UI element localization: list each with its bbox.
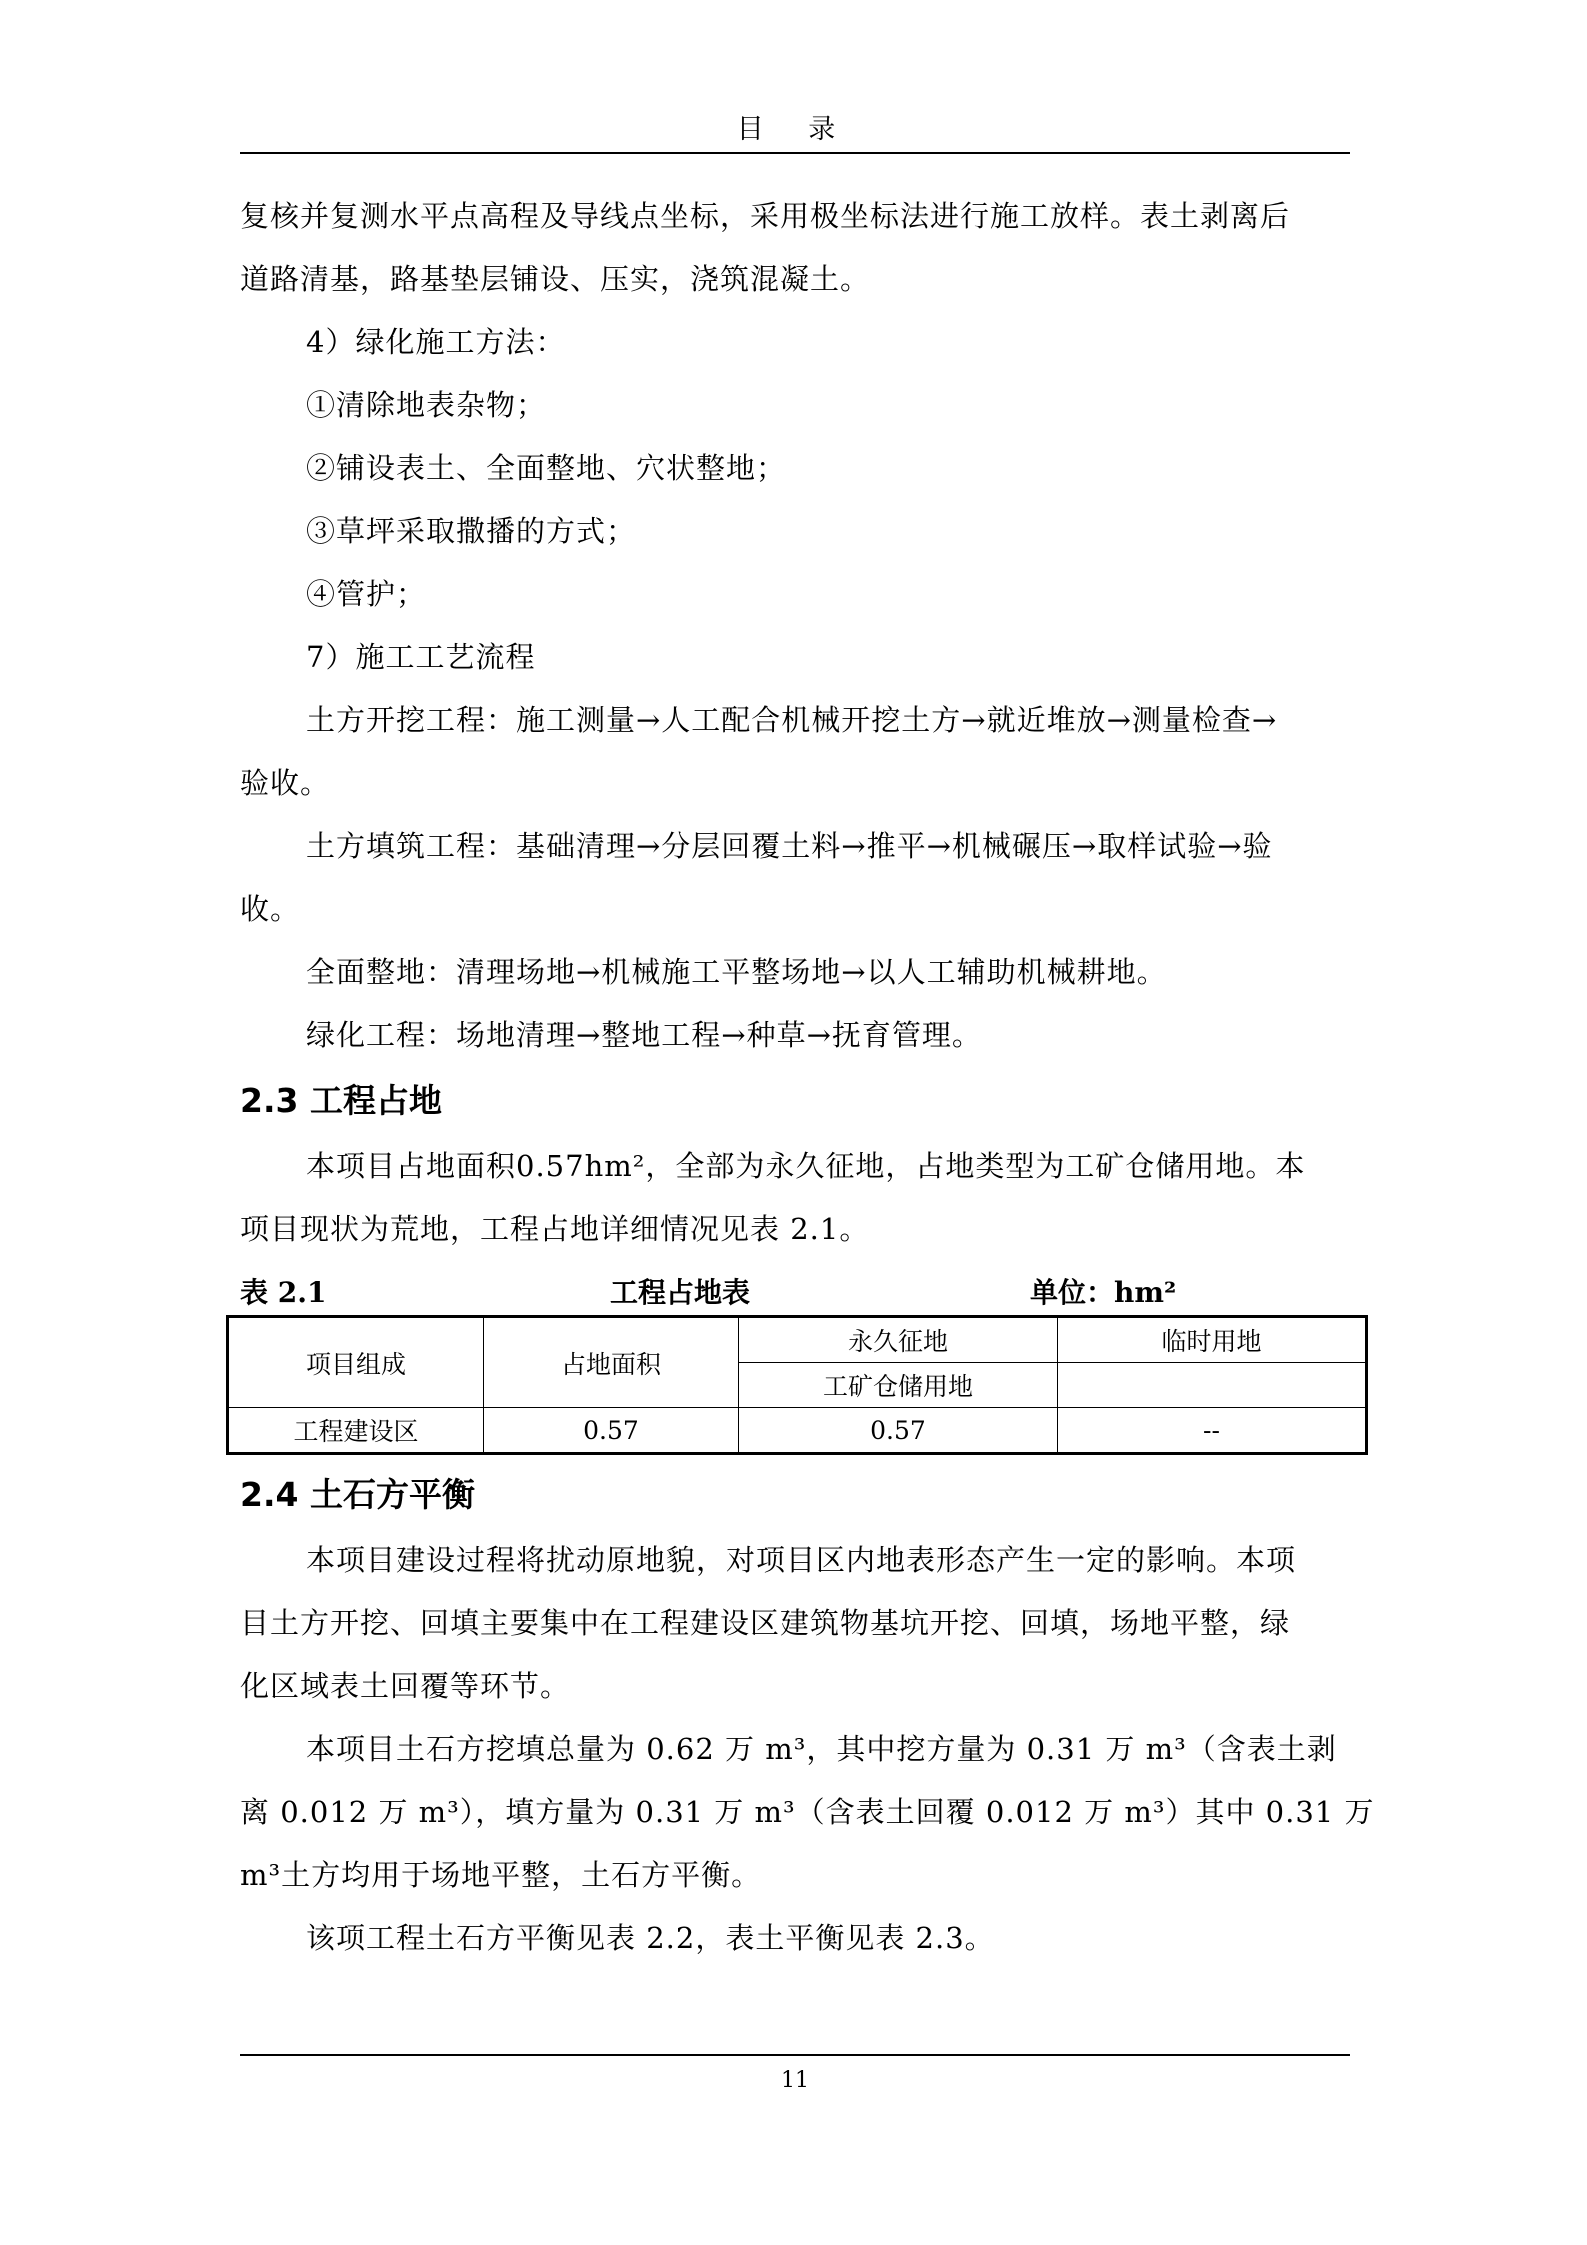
text-line: ③草坪采取撒播的方式； (306, 514, 637, 548)
table-label: 表 2.1 (240, 1276, 327, 1309)
cell-name: 工程建设区 (228, 1408, 484, 1454)
text-line: 化区域表土回覆等环节。 (240, 1669, 571, 1703)
cell-temporary: -- (1058, 1408, 1367, 1454)
page-header (240, 108, 1350, 154)
text-line: 复核并复测水平点高程及导线点坐标，采用极坐标法进行施工放样。表土剥离后 (240, 199, 1291, 233)
header-industrial: 工矿仓储用地 (739, 1363, 1058, 1408)
text-line: 绿化工程：场地清理→整地工程→种草→抚育管理。 (306, 1018, 982, 1052)
table-unit: 单位：hm² (1030, 1276, 1177, 1309)
text-line: 离 0.012 万 m³），填方量为 0.31 万 m³（含表土回覆 0.012 万 m³）其中 0.31 万 (240, 1795, 1375, 1829)
header-area: 占地面积 (484, 1317, 739, 1408)
land-occupation-table (226, 1315, 1368, 1455)
table-caption (240, 1271, 1350, 1315)
text-line: 土方开挖工程：施工测量→人工配合机械开挖土方→就近堆放→测量检查→ (306, 703, 1278, 737)
text-line: 4）绿化施工方法： (306, 325, 566, 359)
text-line: m³土方均用于场地平整，土石方平衡。 (240, 1858, 762, 1892)
cell-area: 0.57 (484, 1408, 739, 1454)
page-number: 11 (781, 2068, 809, 2093)
header-temporary: 临时用地 (1058, 1317, 1367, 1363)
document-body (240, 185, 1375, 1970)
text-line: 道路清基，路基垫层铺设、压实，浇筑混凝土。 (240, 262, 871, 296)
header-item: 项目组成 (228, 1317, 484, 1408)
intro-paragraphs (240, 185, 1350, 1067)
table-row (228, 1408, 1367, 1454)
text-line: 验收。 (240, 766, 331, 800)
text-line: 目土方开挖、回填主要集中在工程建设区建筑物基坑开挖、回填，场地平整，绿 (240, 1606, 1291, 1640)
text-line: ①清除地表杂物； (306, 388, 547, 422)
page-footer (240, 2054, 1350, 2093)
text-line: 本项目土石方挖填总量为 0.62 万 m³，其中挖方量为 0.31 万 m³（含表土剥 (306, 1732, 1337, 1766)
text-line: 收。 (240, 892, 301, 926)
text-line: 本项目占地面积0.57hm²，全部为永久征地，占地类型为工矿仓储用地。本 (306, 1149, 1306, 1183)
text-line: 全面整地：清理场地→机械施工平整场地→以人工辅助机械耕地。 (306, 955, 1167, 989)
cell-industrial: 0.57 (739, 1408, 1058, 1454)
text-line: ④管护； (306, 577, 427, 611)
header-permanent: 永久征地 (739, 1317, 1058, 1363)
header-title: 目 录 (736, 114, 854, 145)
text-line: 本项目建设过程将扰动原地貌，对项目区内地表形态产生一定的影响。本项 (306, 1543, 1297, 1577)
text-line: 项目现状为荒地，工程占地详细情况见表 2.1。 (240, 1212, 870, 1246)
text-line: 土方填筑工程：基础清理→分层回覆土料→推平→机械碾压→取样试验→验 (306, 829, 1273, 863)
section-heading-2-3: 2.3 工程占地 (240, 1081, 442, 1120)
header-empty (1058, 1363, 1367, 1408)
text-line: 7）施工工艺流程 (306, 640, 536, 674)
text-line: 该项工程土石方平衡见表 2.2，表土平衡见表 2.3。 (306, 1921, 995, 1955)
table-title: 工程占地表 (610, 1276, 751, 1309)
section-heading-2-4: 2.4 土石方平衡 (240, 1475, 475, 1514)
text-line: ②铺设表土、全面整地、穴状整地； (306, 451, 787, 485)
